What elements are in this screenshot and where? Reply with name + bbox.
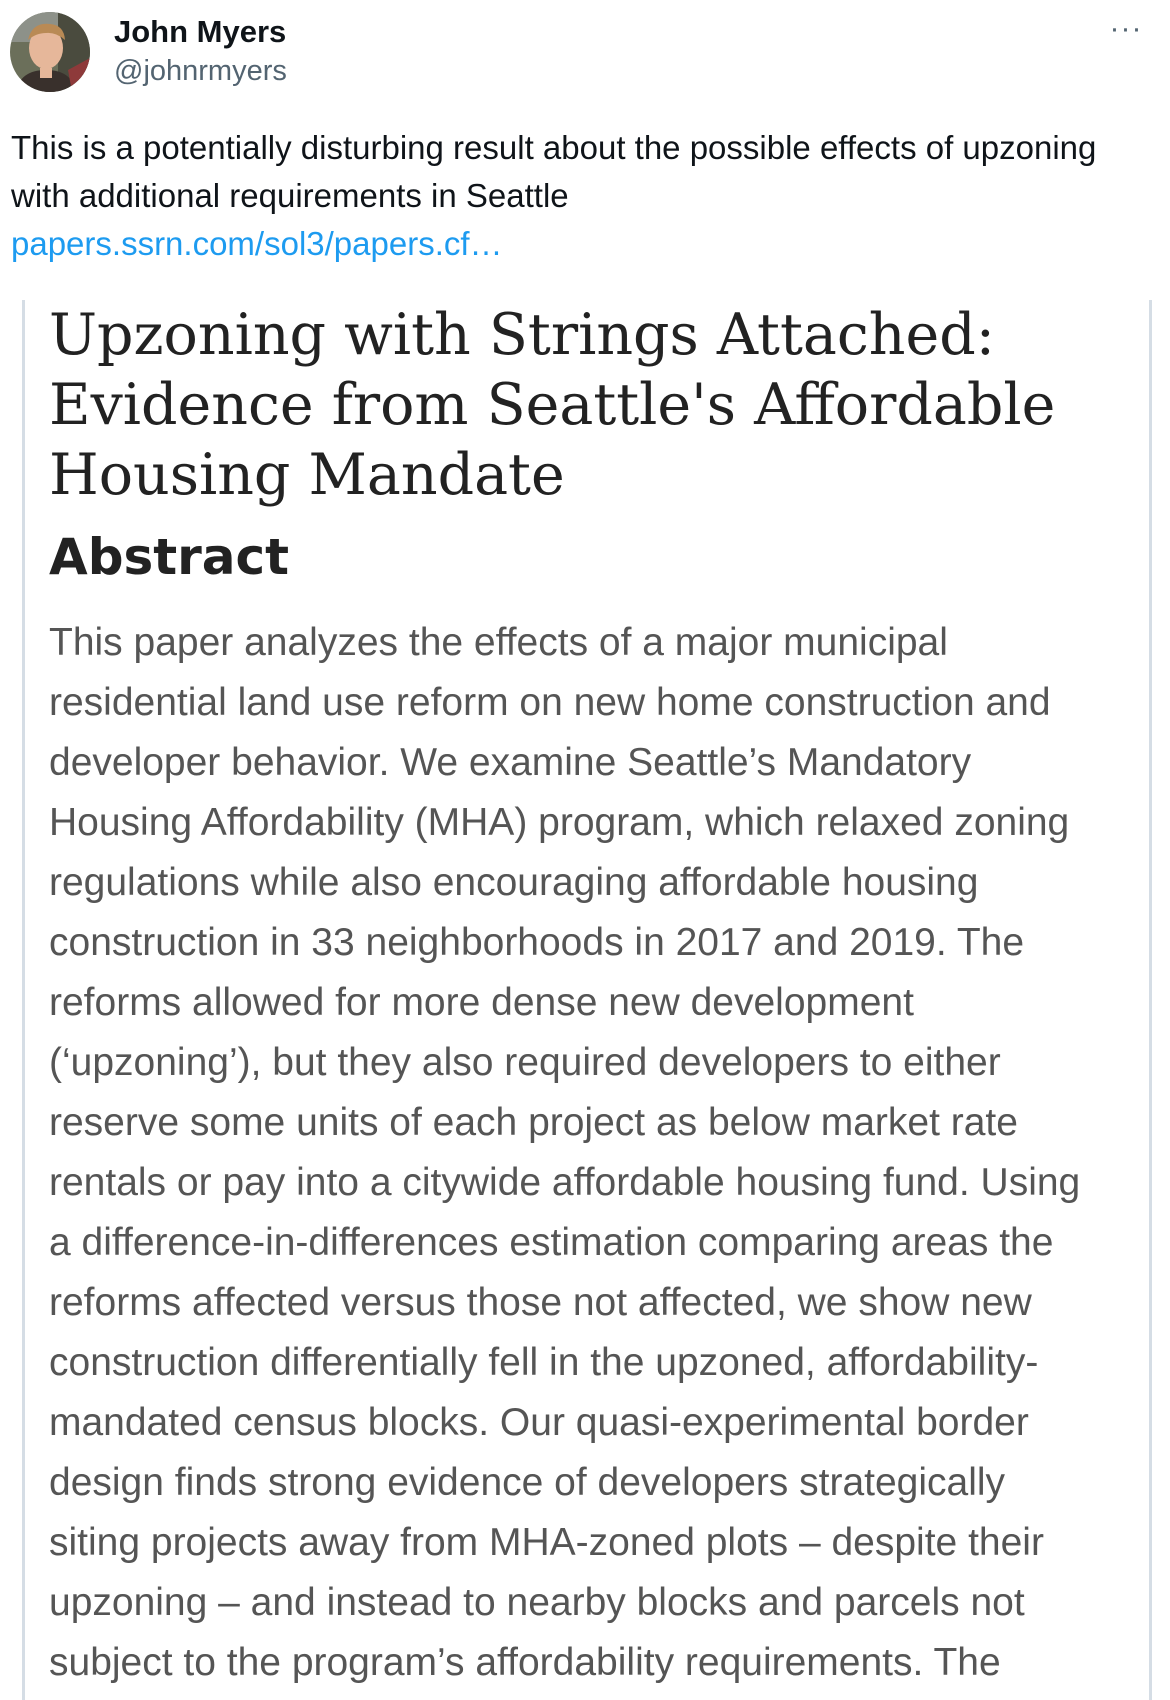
abstract-line: developer behavior. We examine Seattle’s Mandatory xyxy=(49,741,972,784)
abstract-line: reforms allowed for more dense new development xyxy=(49,981,914,1024)
abstract-line: Housing Affordability (MHA) program, which relaxed zoning xyxy=(49,801,1070,844)
abstract-line: This paper analyzes the effects of a major municipal xyxy=(49,621,948,664)
abstract-line: a difference-in-differences estimation comparing areas the xyxy=(49,1221,1054,1264)
paper-title-line: Upzoning with Strings Attached: xyxy=(49,302,995,368)
paper-title xyxy=(49,300,1129,510)
abstract-line: reforms affected versus those not affected, we show new xyxy=(49,1281,1032,1324)
abstract-line: siting projects away from MHA-zoned plots – despite their xyxy=(49,1521,1044,1564)
abstract-line: mandated census blocks. Our quasi-experimental border xyxy=(49,1401,1029,1444)
abstract-line: design finds strong evidence of developers strategically xyxy=(49,1461,1006,1504)
abstract-line: upzoning – and instead to nearby blocks and parcels not xyxy=(49,1581,1025,1624)
abstract-line: subject to the program’s affordability requirements. The xyxy=(49,1641,1001,1684)
paper-title-line: Evidence from Seattle's Affordable xyxy=(49,372,1056,438)
author-handle[interactable]: @johnrmyers xyxy=(114,55,287,87)
link-preview-card[interactable] xyxy=(22,300,1152,1700)
avatar[interactable] xyxy=(10,12,90,92)
abstract-line: residential land use reform on new home construction and xyxy=(49,681,1051,724)
author-name[interactable]: John Myers xyxy=(114,14,287,49)
abstract-heading: Abstract xyxy=(49,528,290,586)
paper-title-line: Housing Mandate xyxy=(49,442,565,508)
tweet-text: This is a potentially disturbing result about the possible effects of upzoning with additional requirements in Seattle xyxy=(11,129,1097,214)
avatar-image xyxy=(10,12,90,92)
abstract-text xyxy=(49,613,1149,1693)
abstract-line: reserve some units of each project as below market rate xyxy=(49,1101,1018,1144)
tweet-header xyxy=(0,0,1170,110)
abstract-line: construction differentially fell in the upzoned, affordability- xyxy=(49,1341,1039,1384)
abstract-line: rentals or pay into a citywide affordable housing fund. Using xyxy=(49,1161,1081,1204)
more-options-icon[interactable]: ··· xyxy=(1109,12,1143,45)
tweet-body xyxy=(11,124,1141,268)
tweet-link[interactable]: papers.ssrn.com/sol3/papers.cf… xyxy=(11,225,503,262)
abstract-line: construction in 33 neighborhoods in 2017 and 2019. The xyxy=(49,921,1025,964)
abstract-line: regulations while also encouraging affordable housing xyxy=(49,861,979,904)
abstract-line: (‘upzoning’), but they also required developers to either xyxy=(49,1041,1001,1084)
